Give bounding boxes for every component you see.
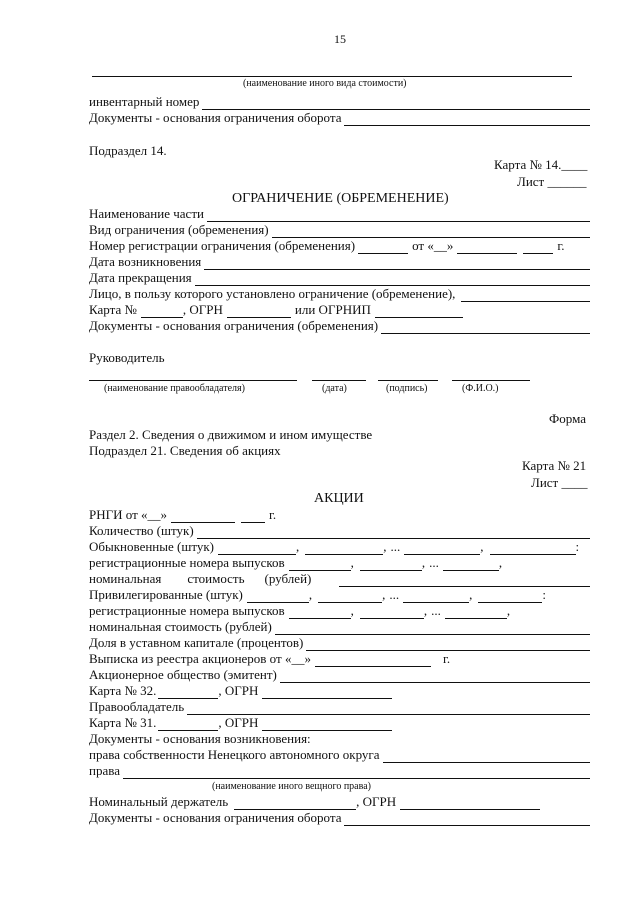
owner-field[interactable] — [187, 702, 590, 715]
rngi-label: РНГИ от «__» — [89, 507, 168, 522]
card31-ogrn-field[interactable] — [262, 718, 392, 731]
comma: , — [480, 539, 484, 554]
colon: : — [575, 539, 580, 554]
docs-turnover-field[interactable] — [344, 813, 590, 826]
registry-extract-label: Выписка из реестра акционеров от «__» — [89, 651, 311, 666]
rights-field[interactable] — [123, 766, 590, 779]
registry-year-label: г. — [442, 651, 451, 666]
reg-number-field[interactable] — [358, 241, 408, 254]
docs-turnover-label: Документы - основания ограничения оборота — [89, 810, 342, 825]
name-line — [452, 380, 530, 381]
card-no-label: Карта № — [89, 302, 137, 317]
inventory-number-label: инвентарный номер — [89, 94, 200, 109]
inventory-number-field[interactable] — [202, 97, 590, 110]
start-date-field[interactable] — [204, 257, 590, 270]
other-value-line — [92, 76, 572, 77]
docs-restriction-field[interactable] — [381, 321, 590, 334]
card-14: Карта № 14.____ — [494, 157, 588, 172]
ownership-field[interactable] — [383, 750, 590, 763]
comma: , — [382, 587, 386, 602]
comma: , — [296, 539, 300, 554]
card31-label: Карта № 31. — [89, 715, 157, 730]
ellipsis: ... — [390, 539, 401, 554]
preferred-reg-field-1[interactable] — [289, 606, 351, 619]
capital-share-field[interactable] — [306, 638, 590, 651]
card31-row — [89, 715, 590, 731]
comma: , — [423, 603, 428, 618]
owner-name-line — [89, 380, 297, 381]
ownership-label: права собственности Ненецкого автономного округа — [89, 747, 380, 762]
nominal-word-2: стоимость — [187, 571, 245, 586]
registry-extract-row — [89, 651, 590, 667]
capital-share-label: Доля в уставном капитале (процентов) — [89, 635, 304, 650]
nominee-ogrn-field[interactable] — [400, 797, 540, 810]
sheet-21: Лист ____ — [531, 475, 588, 490]
preferred-reg-label: регистрационные номера выпусков — [89, 603, 285, 618]
card-21: Карта № 21 — [522, 458, 587, 473]
preferred-field-3[interactable] — [403, 590, 469, 603]
preferred-reg-row — [89, 603, 590, 619]
capital-share-row — [89, 635, 590, 651]
nominee-ogrn-label: , ОГРН — [356, 794, 397, 809]
beneficiary-field[interactable] — [461, 289, 590, 302]
head-label: Руководитель — [89, 350, 165, 365]
rights-label: права — [89, 763, 120, 778]
comma: , — [506, 603, 511, 618]
owner-row — [89, 699, 590, 715]
comma: , — [498, 555, 503, 570]
comma: , — [383, 539, 387, 554]
ordinary-nominal-field[interactable] — [339, 574, 590, 587]
nominal-word-1: номинальная — [89, 571, 162, 586]
quantity-field[interactable] — [197, 526, 590, 539]
nominee-field[interactable] — [234, 797, 356, 810]
quantity-row — [89, 523, 590, 539]
shares-title: АКЦИИ — [314, 491, 364, 506]
reg-from-label: от «__» — [412, 238, 454, 253]
end-date-field[interactable] — [195, 273, 590, 286]
docs-turnover-row-top — [89, 110, 590, 126]
ordinary-field-3[interactable] — [404, 542, 480, 555]
issuer-field[interactable] — [280, 670, 590, 683]
preferred-label: Привилегированные (штук) — [89, 587, 243, 602]
comma: , — [350, 555, 354, 570]
end-date-row — [89, 270, 590, 286]
card32-ogrn-field[interactable] — [262, 686, 392, 699]
preferred-nominal-label: номинальная стоимость (рублей) — [89, 619, 272, 634]
ordinary-field-4[interactable] — [490, 542, 576, 555]
card32-field[interactable] — [158, 686, 218, 699]
ownership-row — [89, 747, 590, 763]
beneficiary-row — [89, 286, 590, 302]
ellipsis: ... — [429, 555, 439, 570]
restriction-type-field[interactable] — [272, 225, 590, 238]
preferred-reg-field-3[interactable] — [445, 606, 507, 619]
docs-restriction-row — [89, 318, 590, 334]
registry-month-field[interactable] — [315, 654, 431, 667]
end-date-label: Дата прекращения — [89, 270, 192, 285]
preferred-field-4[interactable] — [478, 590, 542, 603]
card-ogrn-row — [89, 302, 590, 318]
reg-year-field[interactable] — [523, 241, 553, 254]
ordinary-nominal-row — [89, 571, 590, 587]
card-no-field[interactable] — [141, 305, 183, 318]
part-name-field[interactable] — [207, 209, 590, 222]
subsection-14-heading: Подраздел 14. — [89, 143, 167, 158]
card32-label: Карта № 32. — [89, 683, 157, 698]
date-line — [312, 380, 366, 381]
preferred-nominal-field[interactable] — [275, 622, 590, 635]
owner-name-caption: (наименование правообладателя) — [104, 383, 245, 394]
beneficiary-label: Лицо, в пользу которого установлено ограничение (обременение), — [89, 286, 456, 301]
nominal-word-3: (рублей) — [264, 571, 312, 586]
preferred-nominal-row — [89, 619, 590, 635]
restriction-type-row — [89, 222, 590, 238]
rngi-row — [89, 507, 590, 523]
ordinary-field-1[interactable] — [218, 542, 296, 555]
docs-restriction-label: Документы - основания ограничения (обременения) — [89, 318, 379, 333]
ordinary-reg-field-2[interactable] — [360, 558, 422, 571]
docs-origin-row — [89, 731, 590, 747]
ordinary-reg-field-1[interactable] — [289, 558, 351, 571]
inventory-number-row — [89, 94, 590, 110]
ordinary-reg-row — [89, 555, 590, 571]
ordinary-reg-field-3[interactable] — [443, 558, 499, 571]
rights-row — [89, 763, 590, 779]
card32-ogrn-label: , ОГРН — [218, 683, 259, 698]
docs-origin-label: Документы - основания возникновения: — [89, 731, 311, 746]
preferred-field-1[interactable] — [247, 590, 309, 603]
rngi-month-field[interactable] — [171, 510, 235, 523]
ordinary-row — [89, 539, 590, 555]
owner-label: Правообладатель — [89, 699, 185, 714]
other-value-caption: (наименование иного вида стоимости) — [243, 78, 407, 89]
issuer-label: Акционерное общество (эмитент) — [89, 667, 277, 682]
ordinary-reg-label: регистрационные номера выпусков — [89, 555, 285, 570]
comma: , — [469, 587, 473, 602]
nominee-row — [89, 794, 590, 810]
restriction-type-label: Вид ограничения (обременения) — [89, 222, 269, 237]
start-date-label: Дата возникновения — [89, 254, 202, 269]
ogrnip-label: или ОГРНИП — [294, 302, 371, 317]
reg-number-row — [89, 238, 590, 254]
reg-year-label: г. — [557, 238, 565, 253]
nominee-label: Номинальный держатель — [89, 794, 229, 809]
restriction-title: ОГРАНИЧЕНИЕ (ОБРЕМЕНЕНИЕ) — [232, 191, 449, 206]
comma: , — [308, 587, 313, 602]
comma: , — [421, 555, 426, 570]
sign-caption: (подпись) — [386, 383, 428, 394]
ellipsis: ... — [431, 603, 441, 618]
other-right-caption: (наименование иного вещного права) — [212, 781, 371, 792]
sheet-14: Лист ______ — [517, 174, 587, 189]
rngi-year-field[interactable] — [241, 510, 265, 523]
ogrn-label: , ОГРН — [182, 302, 223, 317]
card32-row — [89, 683, 590, 699]
card31-ogrn-label: , ОГРН — [218, 715, 259, 730]
name-caption: (Ф.И.О.) — [462, 383, 499, 394]
reg-number-label: Номер регистрации ограничения (обременения) — [89, 238, 356, 253]
reg-month-field[interactable] — [457, 241, 517, 254]
preferred-row — [89, 587, 590, 603]
docs-turnover-row — [89, 810, 590, 826]
docs-turnover-label-top: Документы - основания ограничения оборота — [89, 110, 342, 125]
issuer-row — [89, 667, 590, 683]
part-name-label: Наименование части — [89, 206, 204, 221]
quantity-label: Количество (штук) — [89, 523, 194, 538]
page-number: 15 — [334, 32, 346, 46]
rngi-year-label: г. — [269, 507, 277, 522]
sign-line — [378, 380, 438, 381]
ogrn-field[interactable] — [227, 305, 291, 318]
ordinary-field-2[interactable] — [305, 542, 383, 555]
preferred-field-2[interactable] — [318, 590, 382, 603]
subsection-21-heading: Подраздел 21. Сведения об акциях — [89, 443, 281, 458]
ellipsis: ... — [389, 587, 400, 602]
preferred-reg-field-2[interactable] — [360, 606, 424, 619]
card31-field[interactable] — [158, 718, 218, 731]
start-date-row — [89, 254, 590, 270]
part-name-row — [89, 206, 590, 222]
colon: : — [542, 587, 547, 602]
date-caption: (дата) — [322, 383, 347, 394]
ordinary-label: Обыкновенные (штук) — [89, 539, 215, 554]
comma: , — [350, 603, 354, 618]
form-label: Форма — [549, 411, 586, 426]
ogrnip-field[interactable] — [375, 305, 463, 318]
section-2-heading: Раздел 2. Сведения о движимом и ином имуществе — [89, 427, 373, 442]
docs-turnover-field-top[interactable] — [344, 113, 590, 126]
